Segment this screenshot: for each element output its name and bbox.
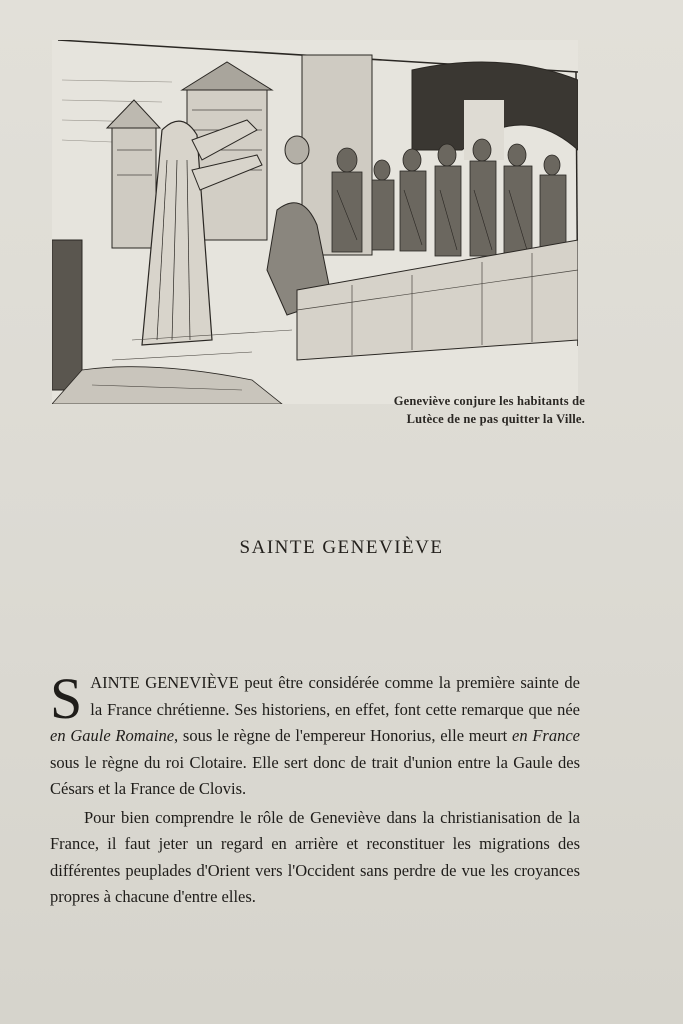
chapter-title: SAINTE GENEVIÈVE <box>239 537 444 558</box>
caption-line-1: Geneviève conjure les habitants de <box>393 394 585 408</box>
paragraph-1-italic-1: en Gaule Romaine <box>50 726 175 745</box>
paragraph-1-text-3: sous le règne du roi Clotaire. Elle sert donc de trait d'union entre la Gaule des Césars et la France de Clovis. <box>50 752 580 798</box>
paragraph-2: Pour bien comprendre le rôle de Geneviève dans la christianisation de la France, il faut jeter un regard en arrière et reconstituer les migrations des différentes peuplades d'Orient vers l'Occident sans perdre de vue les croyances propres à chacune d'entre elles. <box>50 807 580 906</box>
paragraph-1-italic-2: en France <box>512 726 580 745</box>
paragraph-1-lead: AINTE GENEVIÈVE <box>90 673 239 692</box>
caption-line-2: Lutèce de ne pas quitter la Ville. <box>406 412 585 426</box>
engraving-illustration <box>52 40 578 404</box>
engraving-drawing <box>52 40 578 404</box>
paragraph-1-text-1: peut être considérée comme la première sainte de la France chrétienne. Ses historiens, en effet, font cette remarque que née <box>90 673 580 719</box>
paragraph-1 <box>50 666 580 803</box>
illustration-caption <box>300 392 585 428</box>
body-text <box>50 666 580 911</box>
paragraph-1-text-2: , sous le règne de l'empereur Honorius, elle meurt <box>174 726 513 745</box>
drop-cap: S <box>50 666 83 731</box>
